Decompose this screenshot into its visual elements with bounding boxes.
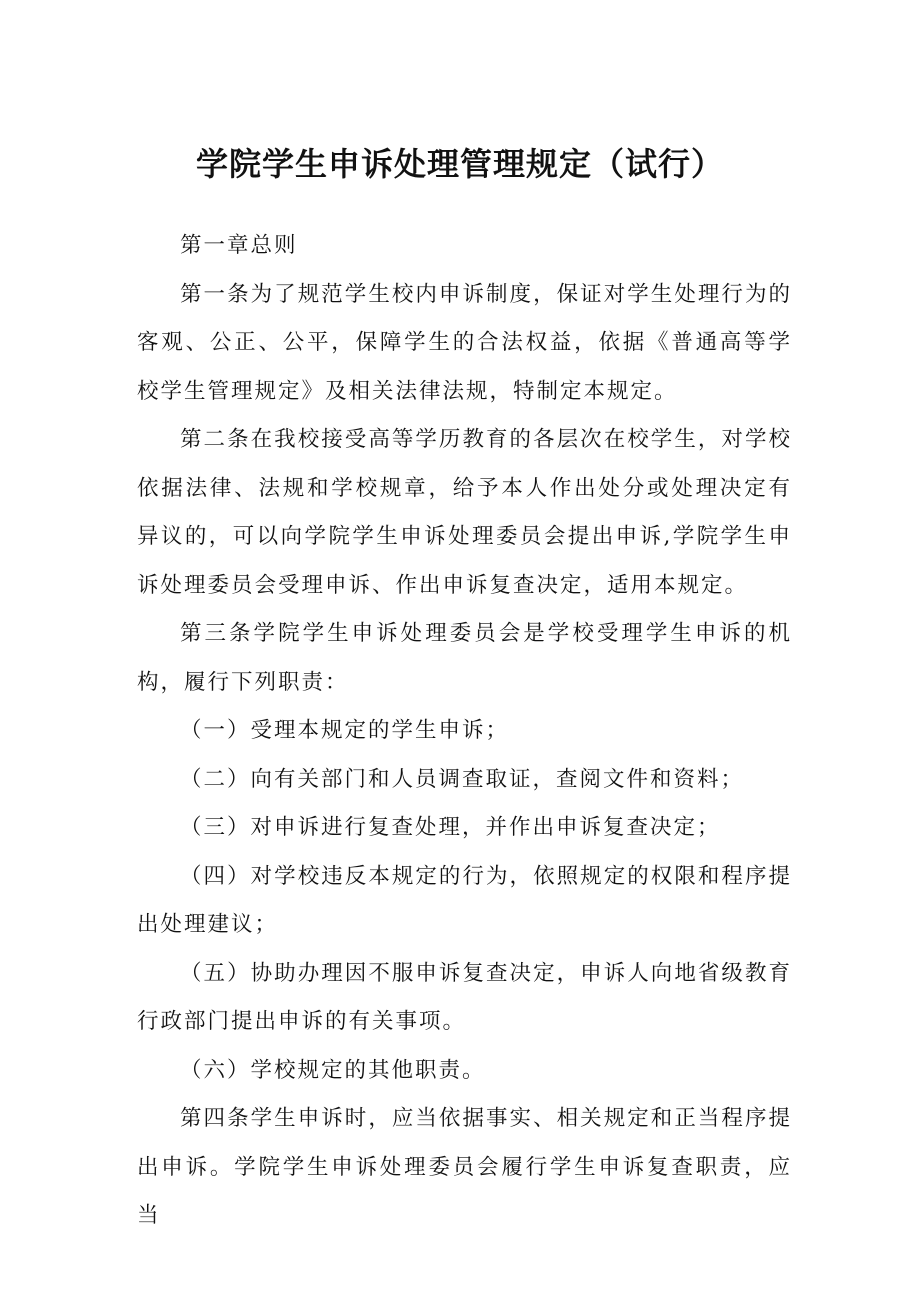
duty-item-4: （四）对学校违反本规定的行为，依照规定的权限和程序提出处理建议； [137, 863, 792, 937]
article-2-paragraph: 第二条在我校接受高等学历教育的各层次在校学生，对学校依据法律、法规和学校规章，给予本人作出处分或处理决定有异议的，可以向学院学生申诉处理委员会提出申诉,学院学生申诉处理委员会受理申诉、作出申诉复查决定，适用本规定。 [137, 427, 792, 598]
document-title: 学院学生申诉处理管理规定（试行） [195, 145, 724, 183]
document-body [137, 222, 792, 1241]
duty-item-5: （五）协助办理因不服申诉复查决定，申诉人向地省级教育行政部门提出申诉的有关事项。 [137, 960, 792, 1034]
duty-item-2: （二）向有关部门和人员调查取证，查阅文件和资料； [180, 766, 745, 792]
duty-item-6: （六）学校规定的其他职责。 [180, 1057, 486, 1083]
article-3-paragraph: 第三条学院学生申诉处理委员会是学校受理学生申诉的机构，履行下列职责： [137, 621, 792, 695]
duty-item-1: （一）受理本规定的学生申诉； [180, 718, 510, 743]
duty-item-3: （三）对申诉进行复查处理，并作出申诉复查决定； [180, 815, 721, 840]
article-4-paragraph: 第四条学生申诉时，应当依据事实、相关规定和正当程序提出申诉。学院学生申诉处理委员会履行学生申诉复查职责，应当 [137, 1106, 792, 1228]
article-1-paragraph: 第一条为了规范学生校内申诉制度，保证对学生处理行为的客观、公正、公平，保障学生的合法权益，依据《普通高等学校学生管理规定》及相关法律法规，特制定本规定。 [137, 281, 792, 404]
chapter-heading: 第一章总则 [180, 233, 298, 258]
